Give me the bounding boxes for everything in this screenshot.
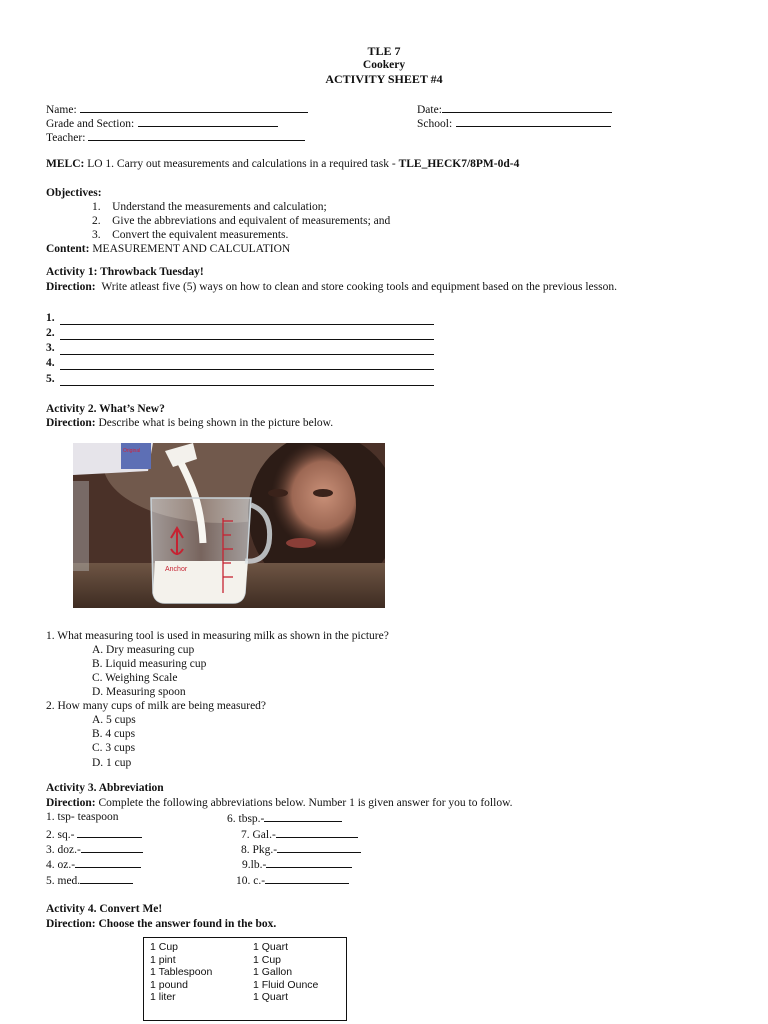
answer-line-3[interactable] — [60, 354, 434, 355]
answer-line-1[interactable] — [60, 324, 434, 325]
milk-photo-illustration — [73, 443, 385, 608]
abbr-blank[interactable] — [264, 810, 342, 822]
direction-text: Complete the following abbreviations below. Number 1 is given answer for you to follow. — [98, 797, 513, 809]
activity2-direction — [46, 416, 333, 430]
choices-left-column — [150, 941, 212, 1004]
abbr-item[interactable] — [46, 872, 133, 888]
answer-line-4[interactable] — [60, 369, 434, 370]
abbr-blank[interactable] — [77, 826, 142, 838]
q1-option[interactable]: C. Weighing Scale — [92, 672, 178, 684]
abbr-item-text: 4. oz.- — [46, 859, 76, 871]
abbr-item[interactable] — [46, 856, 141, 872]
q1-option[interactable]: B. Liquid measuring cup — [92, 658, 207, 670]
teacher-field[interactable] — [46, 129, 305, 145]
choice-item: 1 liter — [150, 991, 176, 1004]
choice-item: 1 Cup — [150, 941, 179, 953]
content-label: Content: — [46, 243, 90, 255]
abbr-item-text: 2. sq.- — [46, 829, 78, 841]
date-label: Date: — [417, 104, 442, 116]
abbr-item — [46, 810, 119, 824]
abbr-item[interactable] — [241, 841, 361, 857]
q2-option[interactable]: C. 3 cups — [92, 742, 136, 754]
melc-text: LO 1. Carry out measurements and calculations in a required task - — [87, 158, 399, 170]
answer-number: 3. — [46, 342, 55, 354]
activity4-title: Activity 4. Convert Me! — [46, 903, 163, 915]
objective-item: 3. Convert the equivalent measurements. — [92, 229, 289, 241]
abbr-item-text: 10. c.- — [236, 875, 266, 887]
direction-label: Direction: — [46, 417, 96, 429]
doc-title: TLE 7 — [367, 44, 401, 58]
activity3-direction — [46, 796, 513, 810]
cup-brand-label: Anchor — [165, 566, 188, 573]
choice-item: 1 Fluid Ounce — [253, 978, 319, 991]
direction-label: Direction: — [46, 797, 96, 809]
answer-number: 1. — [46, 312, 55, 324]
answer-line-5[interactable] — [60, 385, 434, 386]
content-text: MEASUREMENT AND CALCULATION — [92, 243, 291, 255]
abbr-blank[interactable] — [265, 872, 349, 884]
abbr-blank[interactable] — [276, 826, 358, 838]
activity1-title: Activity 1: Throwback Tuesday! — [46, 266, 204, 278]
abbr-blank[interactable] — [277, 841, 361, 853]
choice-item: 1 Tablespoon — [150, 966, 213, 979]
activity2-title: Activity 2. What’s New? — [46, 403, 165, 415]
abbr-item[interactable] — [241, 826, 358, 842]
objective-item: 2. Give the abbreviations and equivalent of measurements; and — [92, 215, 391, 227]
content-line — [46, 242, 290, 256]
school-field[interactable] — [417, 115, 611, 131]
choice-item: 1 Quart — [253, 991, 289, 1004]
abbr-item-text: 3. doz.- — [46, 844, 81, 856]
abbr-item[interactable] — [242, 856, 352, 872]
name-label: Name: — [46, 104, 77, 116]
q2-option[interactable]: B. 4 cups — [92, 728, 136, 740]
q1-option[interactable]: D. Measuring spoon — [92, 686, 186, 698]
grade-section-line — [138, 115, 278, 127]
abbr-item-text: 7. Gal.- — [241, 829, 276, 841]
carton-label: Original — [123, 448, 141, 454]
activity3-title: Activity 3. Abbreviation — [46, 782, 164, 794]
school-line — [456, 115, 611, 127]
abbr-item-text: 8. Pkg.- — [241, 844, 278, 856]
milk-measuring-photo — [73, 443, 385, 608]
choice-item: 1 Gallon — [253, 966, 293, 979]
activity4-direction — [46, 917, 276, 931]
activity1-direction — [46, 280, 617, 294]
teacher-line — [88, 129, 305, 141]
answer-number: 5. — [46, 373, 55, 385]
melc-code: TLE_HECK7/8PM-0d-4 — [398, 158, 520, 170]
abbr-blank[interactable] — [80, 872, 133, 884]
answer-number: 4. — [46, 357, 55, 369]
abbr-item-text: 1. tsp- teaspoon — [46, 811, 119, 823]
abbr-item[interactable] — [236, 872, 349, 888]
direction-label: Direction: — [46, 918, 96, 930]
abbr-item[interactable] — [227, 810, 342, 826]
answer-line-2[interactable] — [60, 339, 434, 340]
activity-sheet-label: ACTIVITY SHEET #4 — [325, 72, 443, 86]
grade-section-label: Grade and Section: — [46, 118, 135, 130]
choice-item: 1 Cup — [253, 953, 282, 966]
objectives-label: Objectives: — [46, 187, 102, 199]
direction-text: Choose the answer found in the box. — [98, 918, 277, 930]
q1-option[interactable]: A. Dry measuring cup — [92, 644, 195, 656]
q2-option[interactable]: D. 1 cup — [92, 757, 132, 769]
objective-item: 1. Understand the measurements and calculation; — [92, 201, 327, 213]
choices-right-column — [253, 941, 318, 1004]
abbr-item-text: 9.lb.- — [242, 859, 267, 871]
answer-choices-box — [143, 937, 347, 1021]
q2-option[interactable]: A. 5 cups — [92, 714, 136, 726]
answer-number: 2. — [46, 327, 55, 339]
q1-text: 1. What measuring tool is used in measuring milk as shown in the picture? — [46, 630, 389, 642]
choice-item: 1 Quart — [253, 941, 289, 953]
date-line — [442, 101, 612, 113]
abbr-blank[interactable] — [81, 841, 143, 853]
melc-label: MELC: — [46, 158, 85, 170]
abbr-item-text: 5. med. — [46, 875, 81, 887]
abbr-blank[interactable] — [75, 856, 141, 868]
abbr-item-text: 6. tbsp.- — [227, 813, 265, 825]
direction-text: Write atleast five (5) ways on how to clean and store cooking tools and equipment based on the previous lesson. — [101, 281, 617, 293]
choice-item: 1 pound — [150, 978, 188, 991]
school-label: School: — [417, 118, 453, 130]
choice-item: 1 pint — [150, 953, 176, 966]
name-line — [80, 101, 308, 113]
teacher-label: Teacher: — [46, 132, 86, 144]
melc-line — [46, 157, 519, 171]
direction-text: Describe what is being shown in the picture below. — [98, 417, 334, 429]
abbr-blank[interactable] — [266, 856, 352, 868]
abbr-item[interactable] — [46, 826, 142, 842]
abbr-item[interactable] — [46, 841, 143, 857]
q2-text: 2. How many cups of milk are being measured? — [46, 700, 267, 712]
direction-label: Direction: — [46, 281, 96, 293]
doc-subtitle: Cookery — [362, 59, 406, 71]
